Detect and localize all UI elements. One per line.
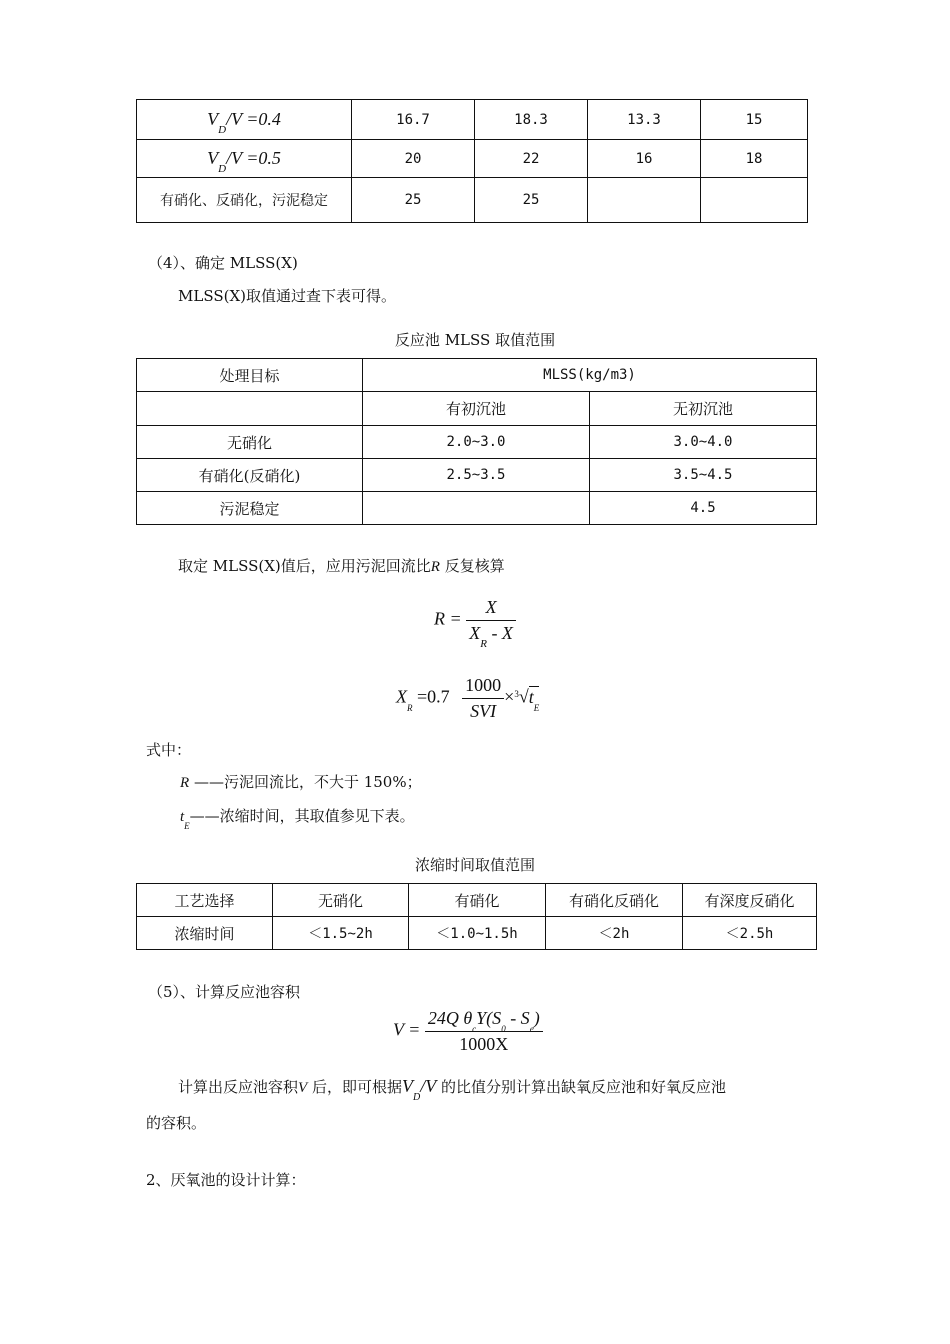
table-cell: 18 xyxy=(701,140,808,178)
table-cell: 有硝化、反硝化，污泥稳定 xyxy=(137,178,352,223)
table-row xyxy=(137,459,817,492)
table-caption: 反应池 MLSS 取值范围 xyxy=(394,331,556,349)
ratio-cell: $V_D/V =0.4$ xyxy=(137,100,352,140)
table-cell: 2.0~3.0 xyxy=(363,426,590,459)
where-label: 式中： xyxy=(146,741,192,759)
table-cell: 25 xyxy=(475,178,588,223)
table-header-cell: 有深度反硝化 xyxy=(683,884,817,917)
table-cell: 3.0~4.0 xyxy=(590,426,817,459)
var-r: R xyxy=(430,559,440,575)
table-cell xyxy=(137,392,363,426)
paragraph: MLSS(X)取值通过查下表可得。 xyxy=(178,287,396,305)
table-header-cell: 无硝化 xyxy=(273,884,409,917)
table-caption: 浓缩时间取值范围 xyxy=(414,856,535,874)
table-header-cell: MLSS(kg/m3) xyxy=(363,359,817,392)
table-cell: 16.7 xyxy=(352,100,475,140)
table-row xyxy=(137,492,817,525)
table-cell: 22 xyxy=(475,140,588,178)
formula-xr: $X_R =0.7$ $\frac{1000}{\text{SVI}}$ $\times^3√t_E$ xyxy=(396,675,540,721)
table-row xyxy=(137,359,817,392)
table-row xyxy=(137,392,817,426)
table-row xyxy=(137,426,817,459)
mlss-table xyxy=(136,358,817,525)
table-row xyxy=(137,140,808,178)
table-row xyxy=(137,884,817,917)
ratio-table xyxy=(136,99,808,223)
table-header-cell: 工艺选择 xyxy=(137,884,273,917)
paragraph: 计算出反应池容积V 后，即可根据$V_D/V$ 的比值分别计算出缺氧反应池和好氧反应池 xyxy=(178,1076,726,1103)
table-cell: ＜1.0~1.5h xyxy=(409,917,546,950)
thickening-time-table xyxy=(136,883,817,950)
table-cell: 无硝化 xyxy=(137,426,363,459)
table-header-cell: 有初沉池 xyxy=(363,392,590,426)
table-cell: 4.5 xyxy=(590,492,817,525)
table-cell xyxy=(588,178,701,223)
table-cell: ＜2h xyxy=(546,917,683,950)
table-cell xyxy=(363,492,590,525)
table-row xyxy=(137,917,817,950)
table-cell: ＜1.5~2h xyxy=(273,917,409,950)
table-row xyxy=(137,100,808,140)
definition-r: R ——污泥回流比，不大于 150%； xyxy=(180,773,422,791)
definition-t: $t_E——$浓缩时间，其取值参见下表。 xyxy=(180,807,415,831)
table-cell: 3.5~4.5 xyxy=(590,459,817,492)
table-header-cell: 无初沉池 xyxy=(590,392,817,426)
paragraph: 取定 MLSS(X)值后，应用污泥回流比R 反复核算 xyxy=(178,557,505,575)
table-cell: 16 xyxy=(588,140,701,178)
table-header-cell: 有硝化 xyxy=(409,884,546,917)
table-cell: 污泥稳定 xyxy=(137,492,363,525)
paragraph: 的容积。 xyxy=(146,1114,207,1132)
table-header-cell: 有硝化反硝化 xyxy=(546,884,683,917)
section-heading: （5）、计算反应池容积 xyxy=(148,983,301,1001)
table-cell: 25 xyxy=(352,178,475,223)
table-cell: 20 xyxy=(352,140,475,178)
formula-r: R = $\frac{X}{X_R - X}$ xyxy=(0,597,950,644)
table-cell xyxy=(701,178,808,223)
ratio-cell: $V_D/V =0.5$ xyxy=(137,140,352,178)
table-cell: 13.3 xyxy=(588,100,701,140)
table-cell: 18.3 xyxy=(475,100,588,140)
formula-v: V = $\frac{24Q \theta_cY(S_0 - S_e)}{1000X}$ xyxy=(393,1008,543,1055)
table-row xyxy=(137,178,808,223)
table-cell: 2.5~3.5 xyxy=(363,459,590,492)
table-cell: 浓缩时间 xyxy=(137,917,273,950)
table-header-cell: 处理目标 xyxy=(137,359,363,392)
section-heading: 2、厌氧池的设计计算： xyxy=(146,1171,306,1189)
table-cell: 有硝化(反硝化) xyxy=(137,459,363,492)
table-cell: 15 xyxy=(701,100,808,140)
table-cell: ＜2.5h xyxy=(683,917,817,950)
section-heading: （4）、确定 MLSS(X) xyxy=(148,254,298,272)
